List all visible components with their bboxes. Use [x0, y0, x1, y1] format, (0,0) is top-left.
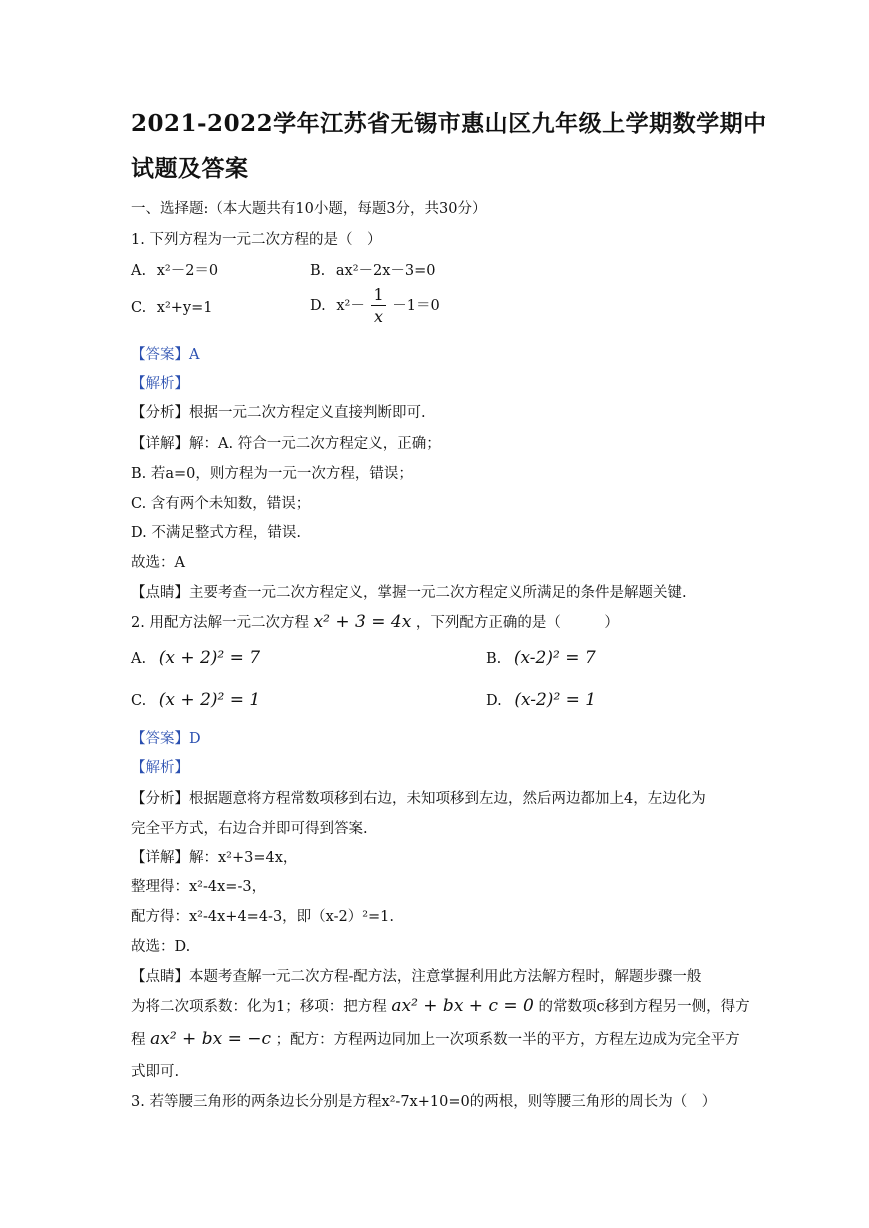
q2-fenxi-1: 【分析】根据题意将方程常数项移到右边，未知项移到左边，然后两边都加上4，左边化为: [131, 791, 706, 807]
q2-dj3-pre: 程: [131, 1032, 146, 1048]
q2-xiangjie-2: 整理得：x²-4x=-3，: [131, 879, 267, 895]
option-label: D.: [486, 693, 502, 709]
option-text: (x-2)² = 1: [514, 690, 597, 710]
q2-stem: [131, 611, 619, 632]
q1-option-a: [131, 259, 218, 280]
q2-fenxi-2: 完全平方式，右边合并即可得到答案.: [131, 821, 368, 837]
q1-fenxi: 【分析】根据一元二次方程定义直接判断即可.: [131, 405, 426, 421]
option-label: D.: [310, 298, 326, 314]
q2-option-d: [486, 690, 596, 710]
q1-xiangjie-2: B. 若a=0，则方程为一元一次方程，错误；: [131, 466, 413, 482]
q1-xiangjie-1: 【详解】解：A. 符合一元二次方程定义，正确；: [131, 436, 441, 452]
option-text-post: －1＝0: [392, 298, 440, 314]
option-text-pre: x²－: [336, 298, 365, 314]
q1-option-d: [310, 287, 440, 325]
q1-stem: 1. 下列方程为一元二次方程的是（ ）: [131, 232, 382, 248]
option-text: x²+y=1: [156, 300, 213, 316]
doc-title-line2: 试题及答案: [131, 155, 249, 182]
answer-text: 【答案】A: [131, 347, 200, 363]
q2-conclusion: 故选：D.: [131, 939, 191, 955]
fraction: [371, 287, 385, 325]
q2-answer: 【答案】D: [131, 731, 201, 747]
fraction-denominator: x: [374, 307, 384, 326]
q2-dj2-pre: 为将二次项系数：化为1；移项：把方程: [131, 999, 387, 1015]
option-label: A.: [131, 263, 147, 279]
q1-option-b: [310, 259, 436, 280]
q2-dianjing-1: 【点睛】本题考查解一元二次方程-配方法，注意掌握利用此方法解方程时，解题步骤一般: [131, 969, 702, 985]
q2-option-a: [131, 648, 260, 668]
option-label: C.: [131, 300, 147, 316]
q2-stem-pre: 2. 用配方法解一元二次方程: [131, 615, 309, 631]
q2-analysis-label: 【解析】: [131, 760, 189, 776]
q2-stem-equation: x² + 3 = 4x: [313, 612, 412, 632]
q2-option-b: [486, 648, 596, 668]
q1-xiangjie-4: D. 不满足整式方程，错误.: [131, 525, 301, 541]
q1-dianjing: 【点睛】主要考查一元二次方程定义，掌握一元二次方程定义所满足的条件是解题关键.: [131, 585, 687, 601]
option-label: A.: [131, 651, 147, 667]
q2-dj2-post: 的常数项c移到方程另一侧，得方: [538, 999, 750, 1015]
option-text: (x-2)² = 7: [513, 648, 596, 668]
q2-option-c: [131, 690, 260, 710]
option-text: x²－2＝0: [156, 263, 219, 279]
q2-dj2-equation: ax² + bx + c = 0: [391, 996, 534, 1016]
q1-option-c: [131, 300, 213, 316]
q1-answer: [131, 343, 199, 364]
option-label: B.: [310, 263, 326, 279]
q2-dianjing-3: [131, 1028, 740, 1049]
q3-stem: 3. 若等腰三角形的两条边长分别是方程x²-7x+10=0的两根，则等腰三角形的周长为（ ）: [131, 1094, 717, 1110]
q2-dj3-post: ；配方：方程两边同加上一次项系数一半的平方，方程左边成为完全平方: [275, 1032, 740, 1048]
option-label: C.: [131, 693, 147, 709]
option-text: ax²－2x－3=0: [335, 263, 436, 279]
q1-xiangjie-3: C. 含有两个未知数，错误；: [131, 496, 311, 512]
q2-stem-post: ，下列配方正确的是（ ）: [415, 615, 619, 631]
q1-conclusion: 故选：A: [131, 555, 185, 571]
q2-xiangjie-3: 配方得：x²-4x+4=4-3，即（x-2）²=1.: [131, 909, 395, 925]
q2-dianjing-2: [131, 995, 750, 1016]
fraction-numerator: 1: [373, 285, 384, 304]
q2-dianjing-4: 式即可.: [131, 1064, 180, 1080]
section-heading: 一、选择题:（本大题共有10小题，每题3分，共30分）: [131, 201, 487, 217]
q2-dj3-equation: ax² + bx = −c: [150, 1029, 271, 1049]
option-text: (x + 2)² = 7: [158, 648, 261, 668]
doc-title-line1: 2021-2022学年江苏省无锡市惠山区九年级上学期数学期中: [131, 110, 767, 137]
option-label: B.: [486, 651, 502, 667]
q1-analysis-label: 【解析】: [131, 376, 189, 392]
option-text: (x + 2)² = 1: [158, 690, 261, 710]
q2-xiangjie-1: 【详解】解：x²+3=4x，: [131, 850, 298, 866]
